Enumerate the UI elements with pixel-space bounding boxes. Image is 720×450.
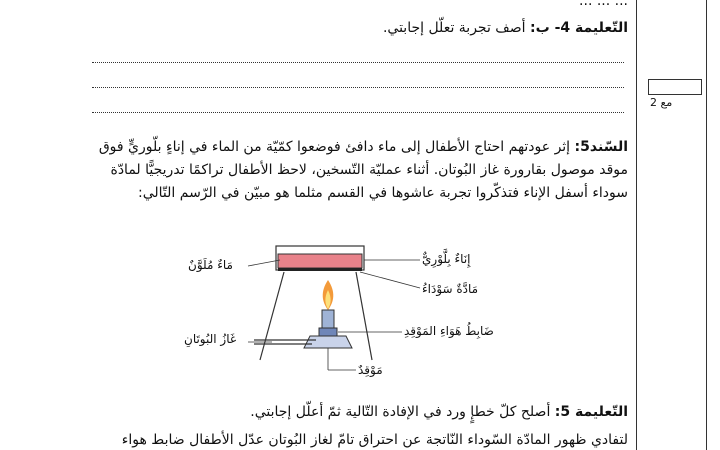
instruction-5-text: أصلح كلّ خطإٍ ورد في الإفادة التّالية ثمّ أعلّل إجابتي.: [250, 404, 551, 420]
score-box[interactable]: [648, 79, 702, 95]
label-butane-gas: غَازُ البُوتَانِ: [184, 332, 237, 346]
instruction-4b-text: أصف تجربة تعلّل إجابتي.: [382, 20, 526, 36]
black-substance: [278, 268, 362, 271]
document-5-label: السّند5:: [574, 139, 628, 155]
burner-base: [304, 336, 352, 348]
document-5-line-3: سوداء أسفل الإناء فتذكّروا تجربة عاشوها في القسم مثلما هو مبيّن في الرّسم التّالي:: [138, 185, 628, 201]
label-black-substance: مَادَّةٌ سَوْدَاءُ: [422, 282, 479, 296]
statement-line: لتفادي ظهور المادّة السّوداء النّاتجة عن احتراق تامّ لغاز البُوتان عدّل الأطفال ضابط هواء: [121, 432, 628, 448]
margin-line-outer: [706, 0, 707, 450]
label-colored-water: مَاءٌ مُلَوَّنٌ: [188, 258, 233, 272]
previous-text-fragment: ... ... ...: [579, 0, 628, 9]
instruction-4b-label: التّعليمة 4- ب:: [530, 20, 628, 36]
colored-water-fill: [278, 254, 362, 268]
answer-line-1[interactable]: [92, 62, 624, 63]
label-burner: مَوْقِدٌ: [358, 363, 383, 377]
instruction-4b: [383, 20, 628, 36]
experiment-diagram: [184, 232, 528, 392]
air-regulator: [319, 328, 337, 336]
document-5-line-1: إثر عودتهم احتاج الأطفال إلى ماء دافئ فوضعوا كمّيّة من الماء في إناءٍ بلّوريٍّ فوق: [98, 139, 571, 155]
label-air-regulator: ضَابِطُ هَوَاءِ المَوْقِدِ: [404, 324, 494, 338]
label-glass-vessel: إِنَاءٌ بِلَّوْرِيٌّ: [422, 252, 471, 266]
answer-line-3[interactable]: [92, 112, 624, 113]
answer-line-2[interactable]: [92, 87, 624, 88]
instruction-5-label: التّعليمة 5:: [554, 404, 628, 420]
document-5-line-2: موقد موصول بقارورة غاز البُوتان. أثناء عمليّة التّسخين، لاحظ الأطفال تراكمًا تدريجيًّا لمادّة: [110, 162, 628, 178]
margin-line: [636, 0, 637, 450]
instruction-5: [250, 404, 628, 420]
score-label: مع 2: [650, 96, 673, 109]
document-5: [88, 136, 628, 205]
